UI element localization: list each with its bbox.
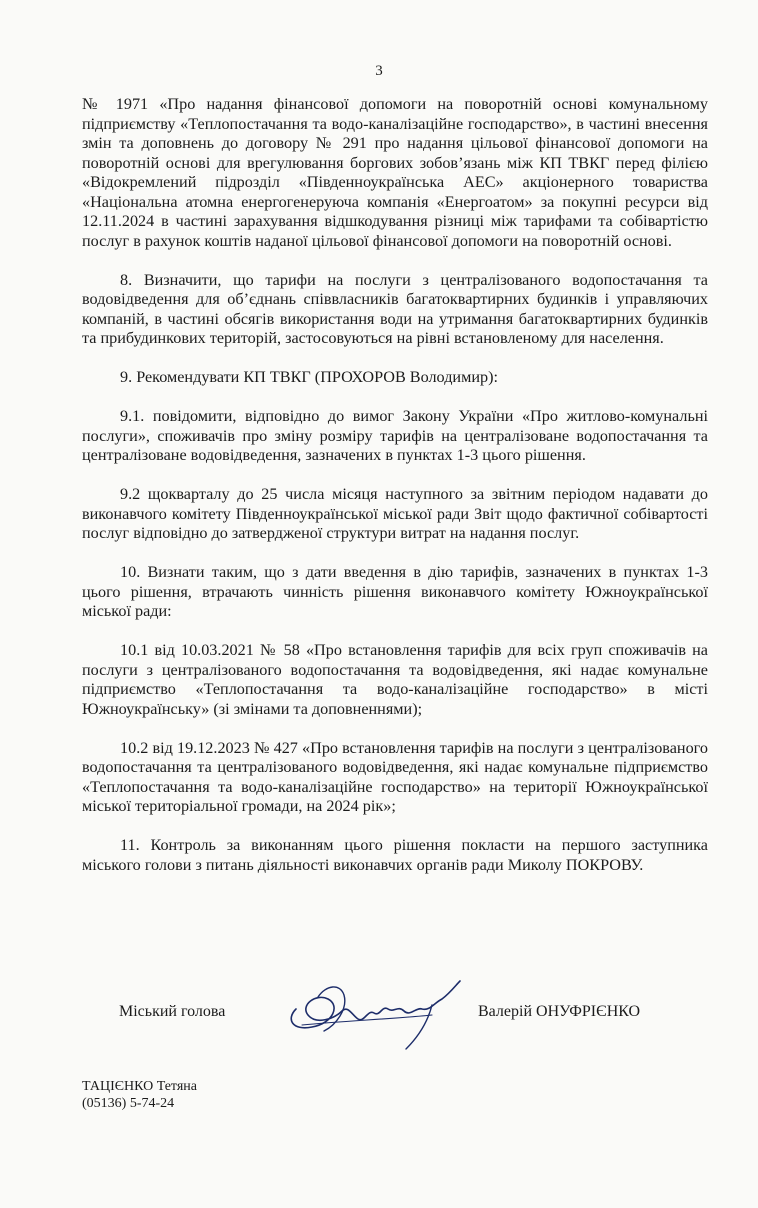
paragraph-item-9-2: 9.2 щокварталу до 25 числа місяця наступного за звітним періодом надавати до виконавчого комітету Південноукраїнської міської ради Звіт щодо фактичної собівартості послуг відповідно до затвердженої структури витрат на надання послуг. <box>82 485 708 542</box>
signatory-name: Валерій ОНУФРІЄНКО <box>478 1003 641 1020</box>
paragraph-item-8: 8. Визначити, що тарифи на послуги з централізованого водопостачання та водовідведення для об’єднань співвласників багатоквартирних будинків і управляючих компаній, в частині обсягів використання води на утримання багатоквартирних будинків та прибудинкових територій, застосовуються на рівні встановленому для населення. <box>82 270 708 347</box>
handwritten-signature <box>282 975 470 1055</box>
executor-name: ТАЦІЄНКО Тетяна <box>82 1079 198 1094</box>
paragraph-item-10-1: 10.1 від 10.03.2021 № 58 «Про встановлення тарифів для всіх груп споживачів на послуги з централізованого водопостачання та водовідведення, які надає комунальне підприємство «Теплопостачання та водо-каналізаційне господарство» в місті Южноукраїнську» (зі змінами та доповненнями); <box>82 641 708 718</box>
paragraph-item-10-2: 10.2 від 19.12.2023 № 427 «Про встановлення тарифів на послуги з централізованого водопостачання та централізованого водовідведення, які надає комунальне підприємство «Теплопостачання та водо-каналізаційне господарство» на території Южноукраїнської міської територіальної громади, на 2024 рік»; <box>82 738 708 815</box>
signature-block <box>0 1003 758 1063</box>
document-body <box>82 95 708 875</box>
paragraph-item-10: 10. Визнати таким, що з дати введення в дію тарифів, зазначених в пунктах 1-3 цього рішення, втрачають чинність рішення виконавчого комітету Южноукраїнської міської ради: <box>82 563 708 620</box>
paragraph-item-9-1: 9.1. повідомити, відповідно до вимог Закону України «Про житлово-комунальні послуги», споживачів про зміну розміру тарифів на централізоване водопостачання та централізоване водовідведення, зазначених в пунктах 1-3 цього рішення. <box>82 407 708 464</box>
paragraph-item-11: 11. Контроль за виконанням цього рішення покласти на першого заступника міського голови з питань діяльності виконавчих органів ради Миколу ПОКРОВУ. <box>82 836 708 874</box>
executor-block <box>82 1078 197 1112</box>
paragraph-item-9: 9. Рекомендувати КП ТВКГ (ПРОХОРОВ Володимир): <box>120 368 498 386</box>
page-number: 3 <box>375 63 383 79</box>
signatory-position: Міський голова <box>119 1003 226 1020</box>
paragraph-continuation: № 1971 «Про надання фінансової допомоги на поворотній основі комунальному підприємству «Теплопостачання та водо-каналізаційне господарство», в частині внесення змін та доповнень до договору № 291 про надання цільової фінансової допомоги на поворотній основі для врегулювання боргових зобов’язань між КП ТВКГ перед філією «Відокремлений підрозділ «Південноукраїнська АЕС» акціонерного товариства «Національна атомна енергогенеруюча компанія «Енергоатом» за покупні ресурси від 12.11.2024 в частині зарахування відшкодування різниці між тарифами та собівартістю послуг в рахунок коштів наданої цільової фінансової допомоги на поворотній основі. <box>82 95 708 250</box>
executor-phone: (05136) 5-74-24 <box>82 1096 175 1111</box>
